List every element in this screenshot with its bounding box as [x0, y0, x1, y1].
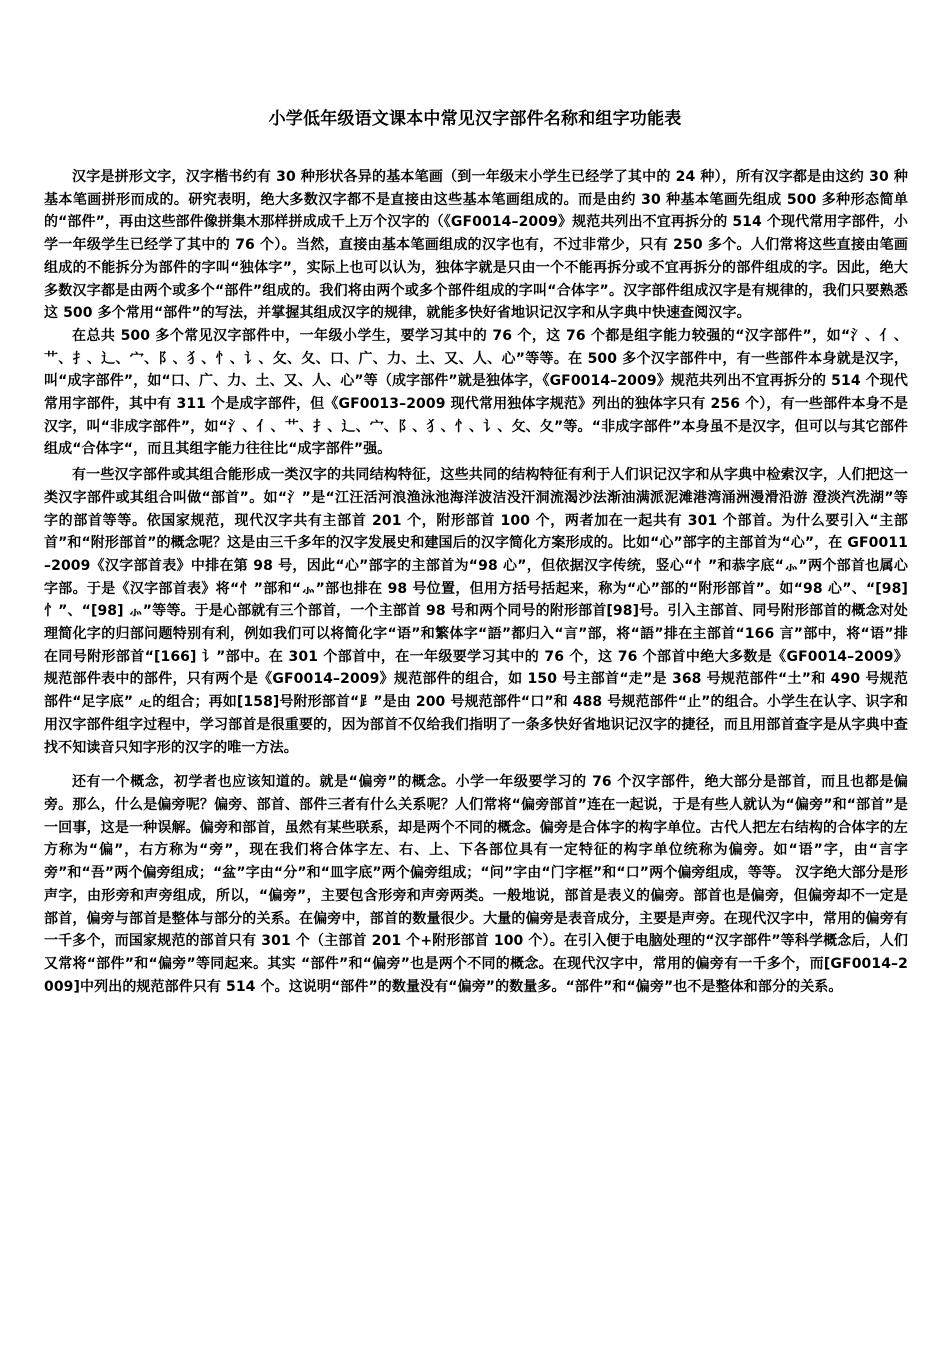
document-title: 小学低年级语文课本中常见汉字部件名称和组字功能表	[268, 109, 682, 129]
paragraph-side-components: 还有一个概念，初学者也应该知道的。就是“偏旁”的概念。小学一年级要学习的 76 个汉字部件，绝大部分是部首，而且也都是偏旁。那么，什么是偏旁呢？偏旁、部首、部件三者有什么关系呢？人们常将“偏旁部首”连在一起说，于是有些人就认为“偏旁”和“部首”是一回事，这是一种误解。偏旁和部首，虽然有某些联系，却是两个不同的概念。偏旁是合体字的构字单位。古代人把左右结构的合体字的左方称为“偏”，右方称为“旁”，现在我们将合体字左、右、上、下各部位具有一定特征的构字单位统称为偏旁。如“语”字，由“言字旁”和“吾”两个偏旁组成；“盆”字由“分”和“皿字底”两个偏旁组成；“问”字由“门字框”和“口”两个偏旁组成，等等。 汉字绝大部分是形声字，由形旁和声旁组成，所以，“偏旁”，主要包含形旁和声旁两类。一般地说，部首是表义的偏旁。部首也是偏旁，但偏旁却不一定是部首，偏旁与部首是整体与部分的关系。在偏旁中，部首的数量很少。大量的偏旁是表音成分，主要是声旁。在现代汉字中，常用的偏旁有一千多个，而国家规范的部首只有 301 个（主部首 201 个+附形部首 100 个）。在引入便于电脑处理的“汉字部件”等科学概念后，人们又常将“部件”和“偏旁”等同起来。其实 “部件”和“偏旁”也是两个不同的概念。在现代汉字中，常用的偏旁有一千多个，而[GF0014–2009]中列出的规范部件只有 514 个。这说明“部件”的数量没有“偏旁”的数量多。“部件”和“偏旁”也不是整体和部分的关系。	[44, 774, 908, 995]
document-body	[44, 166, 908, 998]
paragraph-components: 在总共 500 多个常见汉字部件中，一年级小学生，要学习其中的 76 个，这 76 个都是组字能力较强的“汉字部件”，如“氵、亻、艹、扌、辶、宀、阝、犭、忄、讠、攵、夂、口、广、力、土、又、人、心”等等。在 500 多个汉字部件中，有一些部件本身就是汉字，叫“成字部件”，如“口、广、力、土、又、人、心”等（成字部件”就是独体字，《GF0014–2009》规范共列出不宜再拆分的 514 个现代常用字部件，其中有 311 个是成字部件，但《GF0013–2009 现代常用独体字规范》列出的独体字只有 256 个），有一些部件本身不是汉字，叫“非成字部件”，如“氵、亻、艹、扌、辶、宀、阝、犭、忄、讠、攵、夂”等。“非成字部件”本身虽不是汉字，但可以与其它部件组成“合体字“，而且其组字能力往往比“成字部件”强。	[44, 327, 908, 458]
paragraph-radicals: 有一些汉字部件或其组合能形成一类汉字的共同结构特征，这些共同的结构特征有利于人们识记汉字和从字典中检索汉字，人们把这一类汉字部件或其组合叫做“部首”。如“氵”是“江汪活河浪渔泳池海洋波洁没汗洞流渴沙法渐油满派泥滩港湾涌洲漫滑沿游 澄淡汽洗湖”等字的部首等等。依国家规范，现代汉字共有主部首 201 个，附形部首 100 个，两者加在一起共有 301 个部首。为什么要引入“主部首”和“附形部首”的概念呢？这是由三千多年的汉字发展史和建国后的汉字简化方案形成的。比如“心”部字的主部首为“心”，在 GF0011–2009《汉字部首表》中排在第 98 号，因此“心”部字的主部首为“98 心”，但依据汉字传统，竖心“忄”和恭字底“⺗”两个部首也属心字部。于是《汉字部首表》将“忄”部和“⺗”部也排在 98 号位置，但用方括号括起来，称为“心”部的“附形部首”。如“98 心”、“[98] 忄”、“[98] ⺗”等等。于是心部就有三个部首，一个主部首 98 号和两个同号的附形部首[98]号。引入主部首、同号附形部首的概念对处理简化字的归部问题特别有利，例如我们可以将简化字“语”和繁体字“語”都归入“言”部，将“語”排在主部首“166 言”部中，将“语”排在同号附形部首“[166] 讠”部中。在 301 个部首中，在一年级要学习其中的 76 个，这 76 个部首中绝大多数是《GF0014–2009》规范部件表中的部件，只有两个是《GF0014–2009》规范部件的组合，如 150 号主部首“走”是 368 号规范部件“土”和 490 号规范部件“足字底” 龰的组合；再如[158]号附形部首“⻊”是由 200 号规范部件“口”和 488 号规范部件“止”的组合。小学生在认字、识字和用汉字部件组字过程中，学习部首是很重要的，因为部首不仅给我们指明了一条多快好省地识记汉字的捷径，而且用部首查字是从字典中查找不知读音只知字形的汉字的唯一方法。	[44, 467, 908, 756]
paragraph-intro: 汉字是拼形文字，汉字楷书约有 30 种形状各异的基本笔画（到一年级末小学生已经学了其中的 24 种），所有汉字都是由这约 30 种基本笔画拼形而成的。研究表明，绝大多数汉字都不是直接由这些基本笔画组成的。而是由约 30 种基本笔画先组成 500 多种形态简单的“部件”，再由这些部件像拼集木那样拼成成千上万个汉字的（《GF0014–2009》规范共列出不宜再拆分的 514 个现代常用字部件，小学一年级学生已经学了其中的 76 个）。当然，直接由基本笔画组成的汉字也有，不过非常少，只有 250 多个。人们常将这些直接由笔画组成的不能拆分为部件的字叫“独体字”，实际上也可以认为，独体字就是只由一个不能再拆分或不宜再拆分的部件组成的字。因此，绝大多数汉字都是由两个或多个“部件”组成的。我们将由两个或多个部件组成的字叫“合体字”。汉字部件组成汉字是有规律的，我们只要熟悉这 500 多个常用“部件”的写法，并掌握其组成汉字的规律，就能多快好省地识记汉字和从字典中快速查阅汉字。	[44, 169, 908, 322]
